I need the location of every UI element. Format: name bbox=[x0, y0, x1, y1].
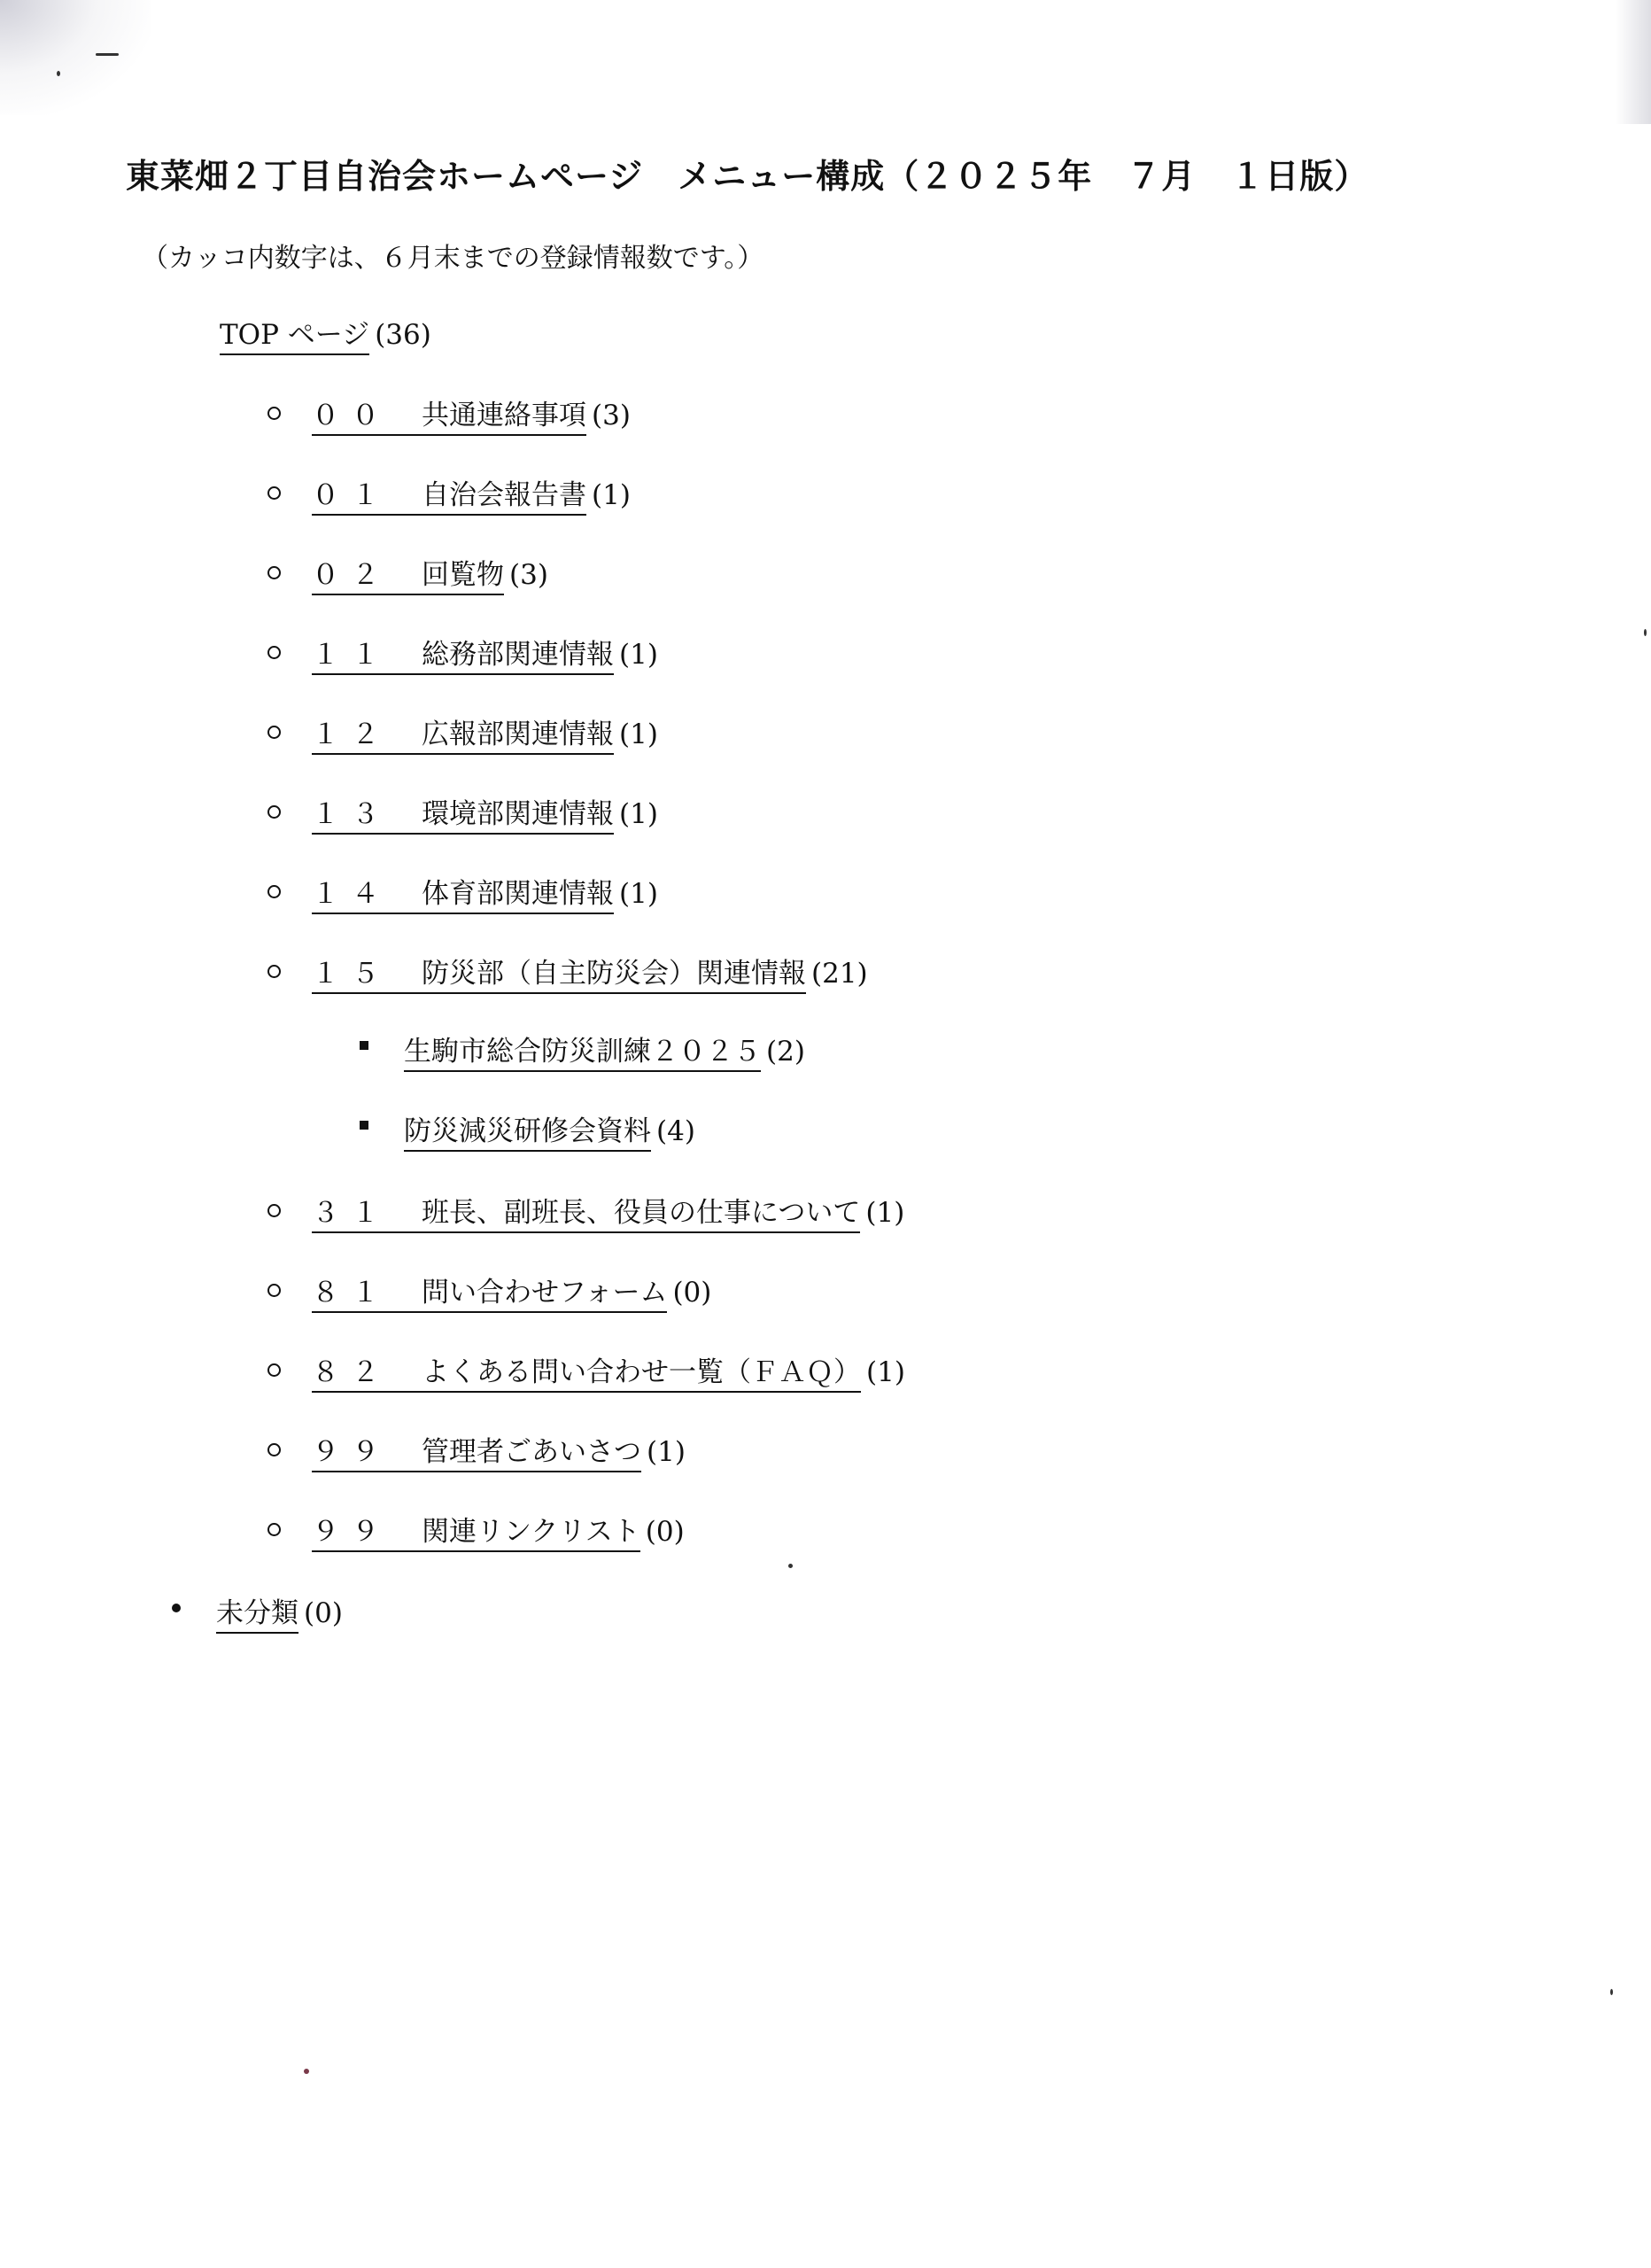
menu-item-label: 防災部（自主防災会）関連情報 bbox=[422, 958, 806, 990]
menu-item bbox=[312, 392, 631, 436]
dust-speck bbox=[96, 53, 119, 56]
circle-bullet-icon bbox=[267, 486, 281, 500]
menu-item-label: 管理者ごあいさつ bbox=[422, 1436, 641, 1468]
uncategorized-count: (0) bbox=[304, 1597, 343, 1629]
menu-item bbox=[312, 1349, 905, 1393]
menu-item-label: 広報部関連情報 bbox=[422, 718, 614, 750]
dust-speck bbox=[57, 71, 60, 76]
menu-item bbox=[312, 1509, 685, 1552]
menu-item-label: 回覧物 bbox=[422, 559, 504, 591]
square-bullet-icon bbox=[360, 1041, 368, 1050]
sub-menu-item bbox=[404, 1029, 805, 1072]
sub-menu-item bbox=[404, 1108, 695, 1152]
menu-item-count: (21) bbox=[811, 958, 868, 990]
circle-bullet-icon bbox=[267, 1204, 281, 1217]
menu-item-count: (0) bbox=[645, 1516, 685, 1548]
menu-item-number: １１ bbox=[312, 639, 391, 671]
menu-item-count: (0) bbox=[672, 1277, 712, 1309]
menu-item-count: (1) bbox=[592, 479, 631, 511]
circle-bullet-icon bbox=[267, 1443, 281, 1456]
circle-bullet-icon bbox=[267, 1363, 281, 1377]
menu-item-link[interactable] bbox=[312, 392, 586, 436]
menu-item-count: (1) bbox=[865, 1197, 905, 1229]
menu-item-link[interactable] bbox=[312, 1509, 640, 1552]
circle-bullet-icon bbox=[267, 566, 281, 579]
menu-item-number: ０１ bbox=[312, 479, 391, 511]
menu-item bbox=[312, 1429, 686, 1472]
circle-bullet-icon bbox=[267, 965, 281, 978]
menu-item-label: 総務部関連情報 bbox=[422, 639, 614, 671]
menu-item-link[interactable] bbox=[312, 1349, 861, 1393]
menu-item-link[interactable] bbox=[312, 1429, 641, 1472]
menu-item-count: (1) bbox=[647, 1436, 686, 1468]
menu-item bbox=[312, 1270, 711, 1313]
circle-bullet-icon bbox=[267, 1523, 281, 1536]
page-note: （カッコ内数字は、６月末までの登録情報数です。） bbox=[142, 243, 764, 274]
menu-top-link[interactable]: TOP ページ bbox=[220, 312, 369, 355]
menu-item-link[interactable] bbox=[312, 711, 614, 755]
menu-item-label: 班長、副班長、役員の仕事について bbox=[422, 1197, 861, 1229]
page-title: 東菜畑２丁目自治会ホームページ メニュー構成（２０２５年 ７月 １日版） bbox=[126, 157, 1369, 196]
menu-item-count: (3) bbox=[509, 559, 548, 591]
menu-top-row bbox=[220, 312, 431, 355]
menu-item-count: (1) bbox=[619, 718, 658, 750]
menu-item bbox=[312, 552, 548, 595]
menu-item-count: (1) bbox=[866, 1356, 905, 1388]
menu-item-count: (1) bbox=[619, 798, 658, 830]
menu-item-link[interactable] bbox=[312, 552, 504, 595]
menu-item-number: １３ bbox=[312, 798, 391, 830]
circle-bullet-icon bbox=[267, 1284, 281, 1297]
menu-item-label: 関連リンクリスト bbox=[422, 1516, 640, 1548]
menu-item-number: １４ bbox=[312, 878, 391, 910]
menu-item-number: ９９ bbox=[312, 1436, 391, 1468]
menu-item-number: ８２ bbox=[312, 1356, 391, 1388]
circle-bullet-icon bbox=[267, 726, 281, 739]
menu-item-label: 環境部関連情報 bbox=[422, 798, 614, 830]
menu-item-label: 体育部関連情報 bbox=[422, 878, 614, 910]
menu-item bbox=[312, 632, 658, 675]
menu-item-label: 問い合わせフォーム bbox=[422, 1277, 668, 1309]
menu-item-link[interactable] bbox=[312, 1190, 860, 1233]
menu-item-number: ０２ bbox=[312, 559, 391, 591]
dust-speck bbox=[304, 2069, 309, 2074]
menu-item-label: 自治会報告書 bbox=[422, 479, 586, 511]
dust-speck bbox=[1644, 629, 1647, 636]
menu-item-number: １２ bbox=[312, 718, 391, 750]
menu-item bbox=[312, 472, 631, 516]
menu-item-number: ００ bbox=[312, 400, 391, 431]
uncategorized-link[interactable]: 未分類 bbox=[216, 1590, 298, 1634]
uncategorized-row bbox=[216, 1590, 343, 1634]
menu-item-count: (1) bbox=[619, 639, 658, 671]
dust-speck bbox=[788, 1564, 793, 1568]
scan-edge-shade bbox=[1616, 0, 1651, 124]
menu-item-label: よくある問い合わせ一覧（ＦＡＱ） bbox=[422, 1356, 861, 1388]
menu-item-link[interactable] bbox=[312, 472, 586, 516]
sub-menu-item-count: (2) bbox=[766, 1036, 805, 1068]
menu-item bbox=[312, 1190, 904, 1233]
sub-menu-item-link[interactable]: 防災減災研修会資料 bbox=[404, 1108, 651, 1152]
circle-bullet-icon bbox=[267, 885, 281, 898]
circle-bullet-icon bbox=[267, 646, 281, 659]
menu-item-count: (1) bbox=[619, 878, 658, 910]
sub-menu-item-link[interactable]: 生駒市総合防災訓練２０２５ bbox=[404, 1029, 761, 1072]
menu-item-link[interactable] bbox=[312, 871, 614, 914]
dust-speck bbox=[1610, 1989, 1613, 1995]
menu-item-label: 共通連絡事項 bbox=[422, 400, 586, 431]
square-bullet-icon bbox=[360, 1121, 368, 1130]
menu-item-number: １５ bbox=[312, 958, 391, 990]
menu-item-number: ８１ bbox=[312, 1277, 391, 1309]
menu-item bbox=[312, 951, 868, 994]
menu-item bbox=[312, 711, 658, 755]
menu-item-number: ３１ bbox=[312, 1197, 391, 1229]
menu-item bbox=[312, 871, 658, 914]
sub-menu-item-count: (4) bbox=[656, 1115, 695, 1147]
menu-item-link[interactable] bbox=[312, 951, 806, 994]
menu-item-number: ９９ bbox=[312, 1516, 391, 1548]
circle-bullet-icon bbox=[267, 805, 281, 819]
menu-item bbox=[312, 791, 658, 835]
menu-item-link[interactable] bbox=[312, 791, 614, 835]
dot-bullet-icon bbox=[172, 1604, 181, 1612]
scan-shadow bbox=[0, 0, 151, 115]
menu-item-count: (3) bbox=[592, 400, 631, 431]
circle-bullet-icon bbox=[267, 407, 281, 420]
menu-item-link[interactable] bbox=[312, 1270, 667, 1313]
menu-top-count: (36) bbox=[375, 319, 431, 351]
menu-item-link[interactable] bbox=[312, 632, 614, 675]
